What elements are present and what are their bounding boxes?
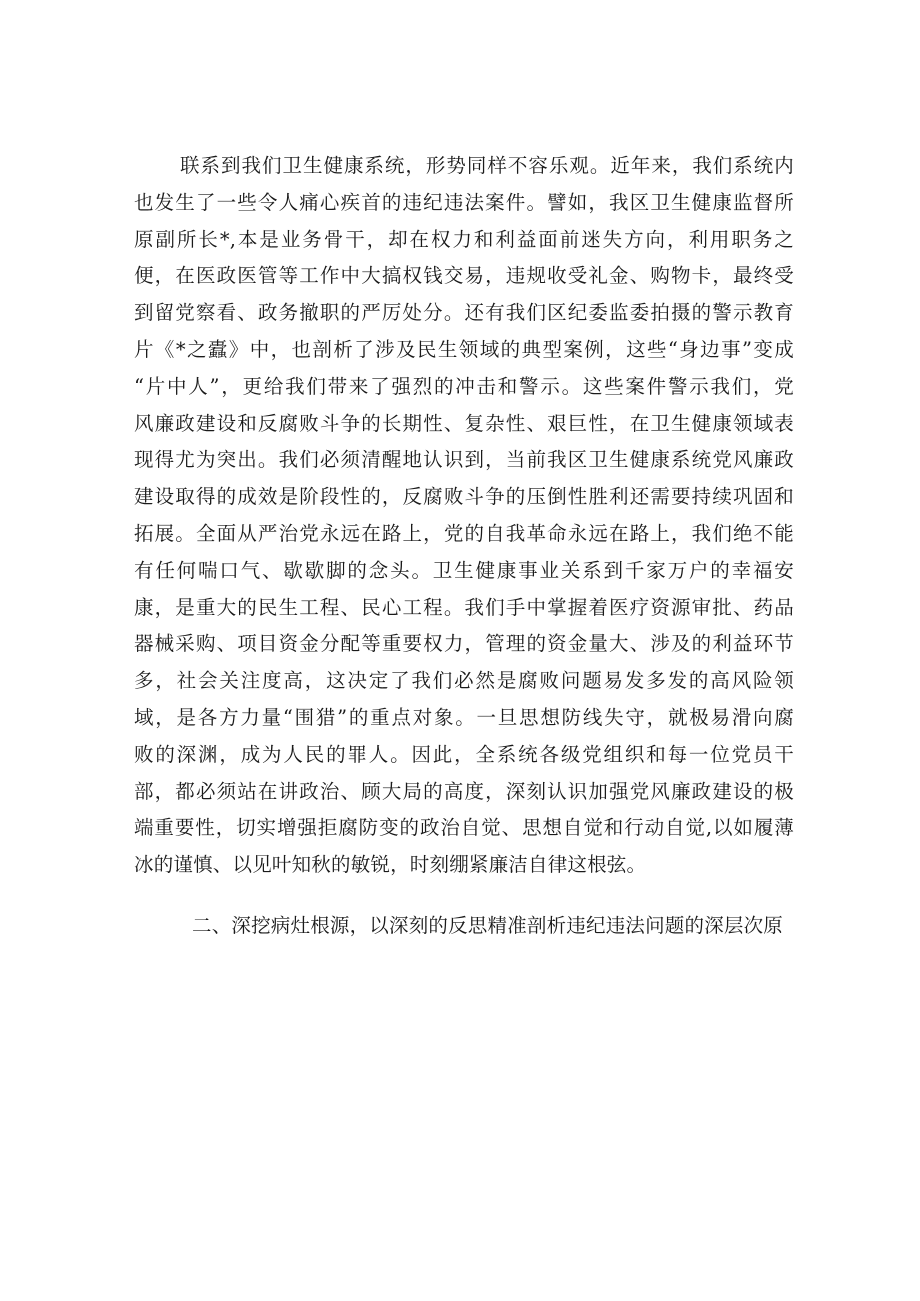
paragraph-line: 器械采购、项目资金分配等重要权力，管理的资金量大、涉及的利益环节 — [134, 632, 794, 656]
paragraph-line: 域，是各方力量“围猎”的重点对象。一旦思想防线失守，就极易滑向腐 — [134, 705, 794, 729]
paragraph-line: 冰的谨慎、以见叶知秋的敏锐，时刻绷紧廉洁自律这根弦。 — [134, 853, 647, 877]
paragraph-line: 便，在医政医管等工作中大搞权钱交易，违规收受礼金、购物卡，最终受 — [134, 264, 794, 288]
paragraph-line: 端重要性，切实增强拒腐防变的政治自觉、思想自觉和行动自觉,以如履薄 — [134, 816, 794, 840]
paragraph-line: 康，是重大的民生工程、民心工程。我们手中掌握着医疗资源审批、药品 — [134, 595, 794, 619]
paragraph-line: 联系到我们卫生健康系统，形势同样不容乐观。近年来，我们系统内 — [180, 154, 794, 177]
paragraph-line: 多，社会关注度高，这决定了我们必然是腐败问题易发多发的高风险领 — [134, 669, 794, 693]
paragraph-line: 有任何喘口气、歇歇脚的念头。卫生健康事业关系到千家万户的幸福安 — [134, 558, 794, 582]
paragraph-line: 风廉政建设和反腐败斗争的长期性、复杂性、艰巨性，在卫生健康领域表 — [134, 411, 794, 435]
paragraph-line: 拓展。全面从严治党永远在路上，党的自我革命永远在路上，我们绝不能 — [134, 521, 794, 545]
paragraph-line: 建设取得的成效是阶段性的，反腐败斗争的压倒性胜利还需要持续巩固和 — [134, 485, 794, 509]
paragraph-line: 原副所长*,本是业务骨干，却在权力和利益面前迷失方向，利用职务之 — [134, 227, 794, 251]
paragraph — [134, 148, 794, 884]
section-heading: 二、深挖病灶根源，以深刻的反思精准剖析违纪违法问题的深层次原 — [192, 913, 784, 937]
paragraph-line: 到留党察看、政务撤职的严厉处分。还有我们区纪委监委拍摄的警示教育 — [134, 301, 794, 325]
paragraph-line: 部，都必须站在讲政治、顾大局的高度，深刻认识加强党风廉政建设的极 — [134, 779, 794, 803]
paragraph-line: 现得尤为突出。我们必须清醒地认识到，当前我区卫生健康系统党风廉政 — [134, 448, 794, 472]
paragraph-line: 片《*之蠹》中，也剖析了涉及民生领域的典型案例，这些“身边事”变成 — [134, 337, 794, 361]
paragraph-line: 败的深渊，成为人民的罪人。因此，全系统各级党组织和每一位党员干 — [134, 742, 794, 766]
paragraph-line: “片中人”，更给我们带来了强烈的冲击和警示。这些案件警示我们，党 — [134, 374, 794, 398]
document-body — [134, 148, 794, 945]
paragraph-line: 也发生了一些令人痛心疾首的违纪违法案件。譬如，我区卫生健康监督所 — [134, 190, 794, 214]
